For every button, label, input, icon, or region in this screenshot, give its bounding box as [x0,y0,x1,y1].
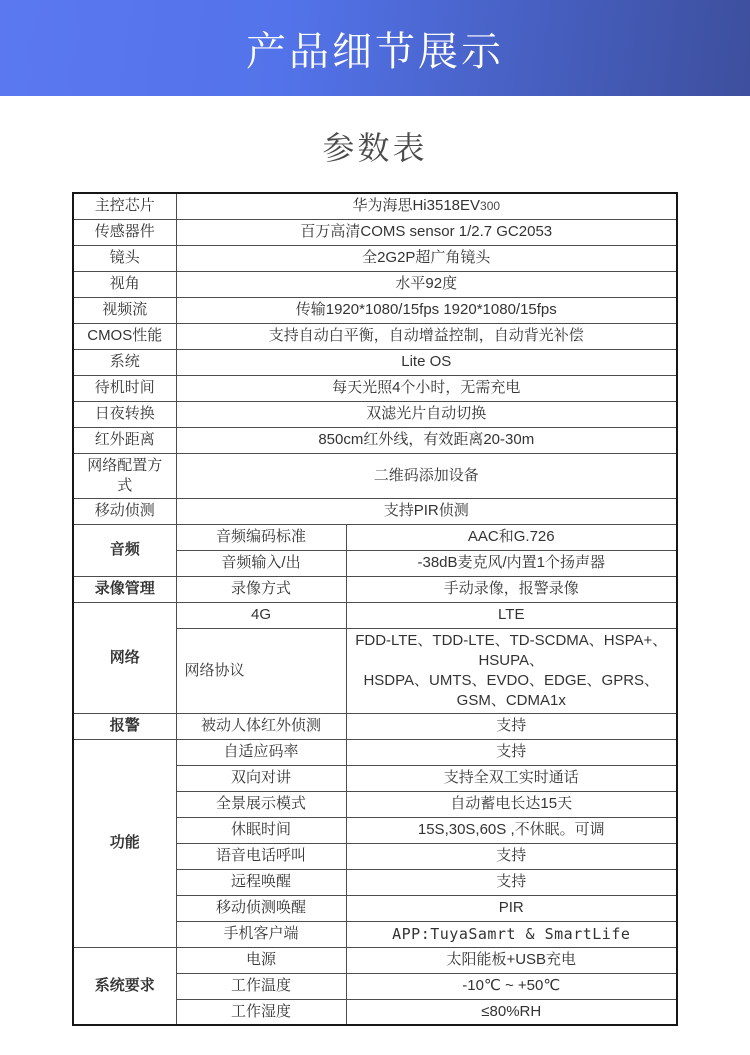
spec-category-cell: 传感器件 [73,219,176,245]
spec-subname-cell: 工作湿度 [176,999,346,1025]
table-row [73,349,677,375]
spec-value-cell [346,713,677,739]
spec-value-cell [346,765,677,791]
spec-value-cell [176,498,677,524]
spec-value-line: FDD-LTE、TDD-LTE、TD-SCDMA、HSPA+、 [355,631,668,649]
table-row [73,219,677,245]
table-row [73,739,677,765]
spec-value-text: 每天光照4个小时，无需充电 [332,379,521,396]
spec-value-cell [346,576,677,602]
table-row [73,524,677,550]
spec-category-cell: CMOS性能 [73,323,176,349]
spec-value-cell [346,739,677,765]
spec-value-cell [346,843,677,869]
spec-value-text: 自动蓄电长达15天 [450,795,573,812]
spec-category-cell: 录像管理 [73,576,176,602]
spec-category-cell: 音频 [73,524,176,576]
spec-value-text: 支持 [496,873,527,890]
spec-subname-cell: 休眠时间 [176,817,346,843]
spec-value-cell [176,401,677,427]
spec-category-cell: 移动侦测 [73,498,176,524]
table-row [73,947,677,973]
spec-value-line: GSM、CDMA1x [456,691,566,709]
spec-value-cell [346,817,677,843]
spec-category-cell: 待机时间 [73,375,176,401]
spec-value-cell [346,999,677,1025]
table-row [73,323,677,349]
spec-value-text: PIR [498,899,524,916]
spec-value-text: AAC和G.726 [467,528,555,545]
spec-subname-cell: 音频编码标准 [176,524,346,550]
spec-category-cell: 镜头 [73,245,176,271]
spec-value-cell [176,453,677,498]
spec-category-cell: 主控芯片 [73,193,176,219]
spec-table [72,192,678,1026]
spec-value-cell [176,219,677,245]
banner-title: 产品细节展示 [246,29,504,74]
spec-value-text: LTE [498,606,525,623]
spec-value-text: 全2G2P超广角镜头 [362,249,491,266]
spec-subname-cell: 被动人体红外侦测 [176,713,346,739]
spec-value-text: 水平92度 [395,275,458,292]
spec-category-cell: 视频流 [73,297,176,323]
table-row [73,245,677,271]
spec-value-cell [346,791,677,817]
spec-value-text: 手动录像，报警录像 [443,580,579,597]
table-row [73,297,677,323]
spec-subname-cell: 录像方式 [176,576,346,602]
spec-value-cell [346,947,677,973]
spec-value-text: 百万高清COMS sensor 1/2.7 GC2053 [300,223,553,240]
table-row [73,427,677,453]
spec-value-text: APP:TuyaSamrt & SmartLife [392,925,631,943]
table-row [73,271,677,297]
spec-value-text: 太阳能板+USB充电 [446,951,577,968]
spec-value-text: 支持 [496,847,527,864]
spec-category-cell: 日夜转换 [73,401,176,427]
spec-subname-cell: 工作温度 [176,973,346,999]
spec-subname-cell: 音频输入/出 [176,550,346,576]
table-row [73,375,677,401]
spec-subname-cell: 双向对讲 [176,765,346,791]
spec-value-cell [176,297,677,323]
spec-value-line: HSUPA、 [478,651,545,669]
spec-category-cell: 网络 [73,602,176,713]
spec-value-cell [346,895,677,921]
spec-value-cell [346,602,677,628]
spec-value-text: 15S,30S,60S ,不休眠。可调 [417,821,605,838]
spec-value-text: 二维码添加设备 [373,466,479,484]
spec-value-text: 850cm红外线，有效距离20-30m [318,431,535,448]
spec-value-cell [176,349,677,375]
spec-value-cell [346,628,677,713]
spec-category-cell: 功能 [73,739,176,947]
spec-category-cell: 网络配置方式 [73,453,176,498]
spec-value-cell [346,524,677,550]
spec-value-cell [346,973,677,999]
spec-value-line: HSDPA、UMTS、EVDO、EDGE、GPRS、 [363,671,660,689]
page-title: 参数表 [322,130,428,166]
spec-value-cell [176,193,677,219]
spec-subname-cell: 手机客户端 [176,921,346,947]
spec-subname-cell: 语音电话呼叫 [176,843,346,869]
spec-table-body [73,193,677,1025]
spec-value-text: -10℃ ~ +50℃ [462,977,561,994]
spec-value-cell [176,323,677,349]
spec-subname-cell: 电源 [176,947,346,973]
table-row [73,193,677,219]
spec-value-text: 支持自动白平衡，自动增益控制，自动背光补偿 [268,327,584,344]
table-row [73,576,677,602]
spec-value-cell [346,869,677,895]
header-banner [0,0,750,96]
spec-value-cell [176,427,677,453]
spec-category-cell: 系统 [73,349,176,375]
spec-subname-cell: 自适应码率 [176,739,346,765]
spec-value-text: 双滤光片自动切换 [366,405,487,422]
spec-value-small-text: 300 [480,199,501,214]
spec-value-text: ≤80%RH [481,1002,542,1020]
spec-category-cell: 视角 [73,271,176,297]
spec-value-cell [176,271,677,297]
table-row [73,498,677,524]
spec-value-text: 支持 [496,717,527,734]
spec-subname-cell: 移动侦测唤醒 [176,895,346,921]
spec-value-text: 支持PIR侦测 [383,502,469,519]
table-row [73,602,677,628]
spec-value-text: 华为海思Hi3518EV [352,197,481,215]
spec-value-cell [346,921,677,947]
spec-subname-cell: 网络协议 [176,628,346,713]
table-row [73,713,677,739]
spec-value-cell [176,245,677,271]
spec-subname-cell: 远程唤醒 [176,869,346,895]
spec-value-text: Lite OS [401,353,452,370]
table-row [73,453,677,498]
spec-value-text: 传输1920*1080/15fps 1920*1080/15fps [295,301,557,318]
spec-category-cell: 红外距离 [73,427,176,453]
spec-value-cell [176,375,677,401]
spec-value-cell [346,550,677,576]
spec-subname-cell: 4G [176,602,346,628]
spec-value-text: 支持全双工实时通话 [443,769,579,786]
spec-value-text: -38dB麦克风/内置1个扬声器 [417,554,606,571]
spec-subname-cell: 全景展示模式 [176,791,346,817]
spec-category-cell: 报警 [73,713,176,739]
table-row [73,401,677,427]
spec-value-text: 支持 [496,743,527,760]
spec-category-cell: 系统要求 [73,947,176,1025]
